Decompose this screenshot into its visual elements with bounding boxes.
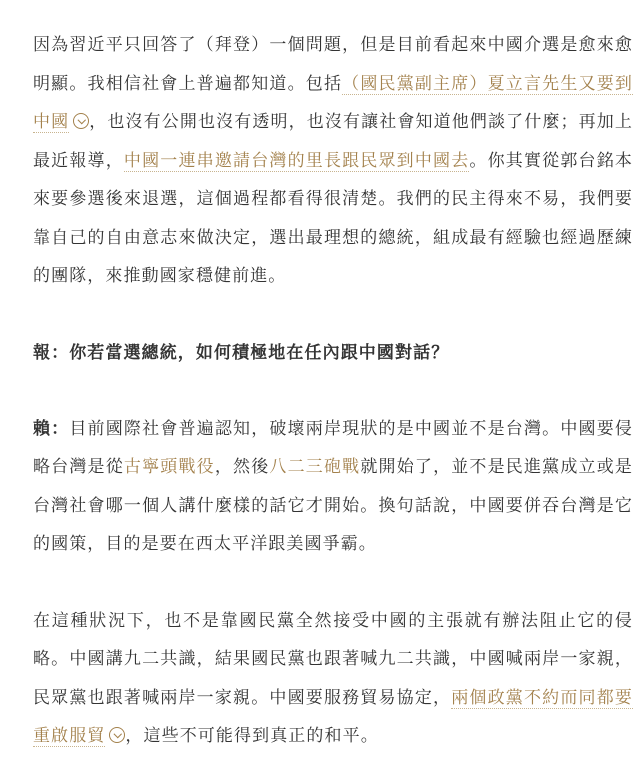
p2-text-1: 目前國際社會普遍認知，破壞兩岸現狀的是中國並不是台灣。中國要侵略台灣是從 <box>33 418 633 477</box>
link-village-chiefs[interactable]: 中國一連串邀請台灣的里長跟民眾到中國去 <box>123 150 470 171</box>
p3-text-1: 在這種狀況下，也不是靠國民黨全然接受中國的主張就有辦法阻止它的侵略。中國講九二共識，結果國民黨也跟著喊九二共識，中國喊兩岸一家親，民眾黨也跟著喊兩岸一家親。中國要服務貿易協定， <box>33 610 633 708</box>
question-heading <box>33 334 633 372</box>
p2-text-3: 就開始了，並不是民進黨成立或是台灣社會哪一個人講什麼樣的話它才開始。換句話說，中國要併吞台灣是它的國策，目的是要在西太平洋跟美國爭霸。 <box>33 457 634 554</box>
question-text: 你若當選總統，如何積極地在任內跟中國對話？ <box>69 342 450 363</box>
link-guningtou[interactable]: 古寧頭戰役 <box>123 457 215 477</box>
p1-text-2: ，也沒有公開也沒有透明，也沒有讓社會知道他們談了什麼；再加上最近報導， <box>33 112 633 171</box>
question-speaker: 報： <box>33 342 70 363</box>
p3-text-2: ，這些不可能得到真正的和平。 <box>125 726 379 746</box>
p1-text-1: 因為習近平只回答了（拜登）一個問題，但是目前看起來中國介選是愈來愈明顯。我相信社會上普遍都知道。包括 <box>33 35 633 94</box>
link-service-trade[interactable]: 兩個政黨不約而同都要重啟服貿 <box>33 687 633 746</box>
answer-speaker: 賴： <box>33 418 70 439</box>
chevron-down-icon[interactable] <box>73 113 89 129</box>
p1-text-3: 。你其實從郭台銘本來要參選後來退選，這個過程都看得很清楚。我們的民主得來不易，我們要靠自己的自由意志來做決定，選出最理想的總統，組成最有經驗也經過歷練的團隊，來推動國家穩健前進。 <box>33 150 633 286</box>
link-823-bombardment[interactable]: 八二三砲戰 <box>269 457 361 477</box>
paragraph-3 <box>33 602 633 756</box>
link-hsia-visit[interactable]: （國民黨副主席）夏立言先生又要到中國 <box>33 73 633 132</box>
p2-text-2: ，然後 <box>214 457 270 477</box>
paragraph-1 <box>33 26 633 296</box>
chevron-down-icon[interactable] <box>109 727 125 743</box>
paragraph-2 <box>33 410 633 564</box>
